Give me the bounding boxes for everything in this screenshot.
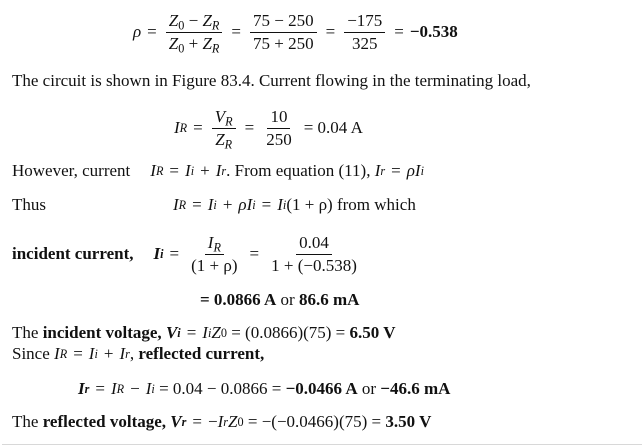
rho-symbol: ρ bbox=[133, 22, 142, 41]
fraction-vr-zr: $\frac{V_R}{Z_R}$ bbox=[212, 107, 236, 149]
line-since: Since I R = I i + I r , reflected current, bbox=[12, 344, 265, 363]
fraction-numeric-1: $\frac{75 - 250}{75 + 250}$ bbox=[250, 11, 317, 53]
fraction-ir-1rho: $\frac{I_R}{(1 + \rho)}$ bbox=[191, 232, 238, 275]
line-however-current: However, current I R = I i + I r . From equation (11), I r = ρI i bbox=[12, 161, 424, 180]
paragraph-circuit: The circuit is shown in Figure 83.4. Current flowing in the terminating load, bbox=[12, 71, 531, 90]
label-incident-current: incident current, bbox=[12, 244, 134, 263]
incident-current-result: = 0.0866 A or 86.6 mA bbox=[200, 290, 360, 309]
fraction-numeric-2: $\frac{-175}{325}$ bbox=[344, 11, 385, 53]
fraction-10-250: $\frac{10}{250}$ bbox=[266, 106, 292, 149]
rho-result: −0.538 bbox=[409, 22, 458, 41]
line-thus: Thus I R = I i + ρI i = I i (1 + ρ) from which bbox=[12, 195, 416, 214]
equation-reflected-current: I r = I R − I i = 0.04 − 0.0866 = −0.0466 A or −46.6 mA bbox=[78, 379, 451, 398]
line-incident-voltage: The incident voltage, V i = I i Z 0 = (0.0866)(75) = 6.50 V bbox=[12, 323, 396, 342]
equation-incident-current: incident current, I i = $\frac{I_R}{(1 + \rho)}$ = $\frac{0.04}{1 + (-0.538)}$ bbox=[12, 226, 363, 282]
bottom-divider bbox=[2, 444, 642, 445]
line-reflected-voltage: The reflected voltage, V r = − I r Z 0 = −(−0.0466)(75) = 3.50 V bbox=[12, 412, 432, 431]
equation-reflection-coefficient: ρ = $\frac{Z_0 - Z_R}{Z_0 + Z_R}$ = $\frac{75 - 250}{75 + 250}$ = $\frac{-175}{325}$ = −0.538 bbox=[133, 10, 458, 56]
fraction-impedance: $\frac{Z_0 - Z_R}{Z_0 + Z_R}$ bbox=[166, 11, 223, 53]
equation-load-current: I R = $\frac{V_R}{Z_R}$ = $\frac{10}{250}$ = 0.04 A bbox=[174, 106, 363, 152]
fraction-numeric-incident: $\frac{0.04}{1 + (-0.538)}$ bbox=[271, 232, 357, 275]
load-current-result: = 0.04 A bbox=[303, 118, 363, 137]
